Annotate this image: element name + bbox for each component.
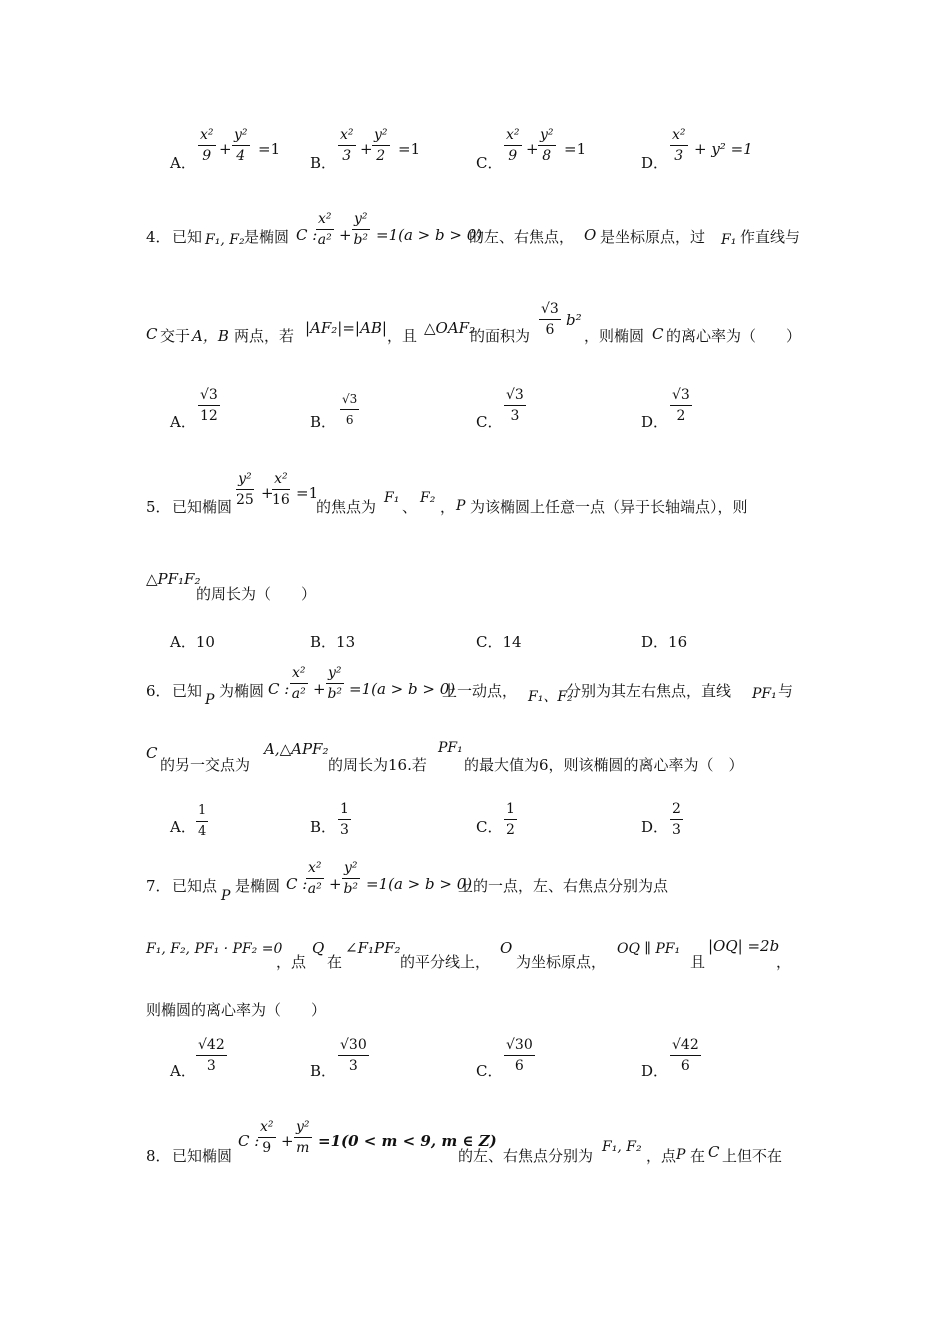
q3-option-c-frac1: $\frac{\text{x²}}{9}$	[506, 127, 520, 164]
q4-option-a-label: A．	[170, 413, 196, 431]
q7-abs: |OQ| =2b	[708, 937, 780, 955]
q4-option-b-frac: $\frac{√3}{6}$	[342, 392, 358, 427]
q7-line2-vectors: F₁, F₂, PF₁ · PF₂ =0	[146, 941, 283, 957]
q4-option-a-frac: $\frac{√3}{12}$	[200, 387, 218, 424]
q4-text-4: 是坐标原点，过	[600, 228, 706, 246]
q6-option-a-frac: $\frac{1}{4}$	[198, 803, 207, 839]
q6-foci: F₁、F₂	[528, 689, 573, 705]
q6-frac-y: $\frac{\text{y²}}{\text{b²}}$	[327, 665, 343, 702]
q5-line2-text: 的周长为（ ）	[196, 585, 317, 603]
q3-option-c-label: C．	[476, 154, 503, 172]
q3-option-a-rhs: =1	[258, 140, 281, 158]
q8-condition: =1(0 < m < 9, m ∈ Z)	[318, 1132, 497, 1150]
q4-line2-e: 的面积为	[470, 327, 531, 345]
q4-option-c-label: C．	[476, 413, 503, 431]
option-value: 10	[195, 633, 215, 651]
q6-frac-x: $\frac{\text{x²}}{\text{a²}}$	[291, 665, 306, 702]
q7-line2-f: ，	[776, 953, 792, 971]
q8-c: C	[708, 1143, 720, 1161]
q7-option-b-frac: $\frac{√30}{3}$	[340, 1037, 367, 1074]
q3-option-a-frac1: $\frac{\text{x²}}{9}$	[200, 127, 214, 164]
q8-p: P	[676, 1147, 686, 1163]
q7-option-a-label: A．	[170, 1062, 196, 1080]
q7-line2-e: 且	[690, 953, 706, 971]
q7-line2-a: ，点	[276, 953, 307, 971]
q4-frac-y: $\frac{\text{y²}}{\text{b²}}$	[353, 211, 369, 248]
q4-line2-a: 交于	[160, 327, 191, 345]
q8-frac-x: $\frac{\text{x²}}{9}$	[260, 1119, 274, 1156]
q7-frac-x: $\frac{\text{x²}}{\text{a²}}$	[307, 860, 322, 897]
q5-p: P	[456, 498, 466, 514]
q5-option-d	[641, 631, 687, 652]
q3-option-d-frac1: $\frac{\text{x²}}{3}$	[672, 127, 686, 164]
q7-option-a-frac: $\frac{√42}{3}$	[198, 1037, 225, 1074]
q7-angle: ∠F₁PF₂	[345, 939, 401, 957]
q7-parallel: OQ ∥ PF₁	[617, 941, 681, 957]
q7-frac-y: $\frac{\text{y²}}{\text{b²}}$	[343, 860, 359, 897]
option-label: B．	[310, 633, 337, 651]
q5-option-c	[476, 631, 522, 652]
q4-option-d-label: D．	[641, 413, 669, 431]
question-number: 7．	[146, 877, 171, 895]
q3-option-a-label: A．	[170, 154, 196, 172]
option-label: A．	[170, 633, 196, 651]
q3-option-a-frac2: $\frac{\text{y²}}{4}$	[234, 127, 248, 164]
q6-option-d-label: D．	[641, 818, 669, 836]
q7-text-3: 上的一点，左、右焦点分别为点	[458, 877, 669, 895]
q5-text-1: 已知椭圆	[172, 498, 233, 516]
q4-option-c-frac: $\frac{√3}{3}$	[506, 387, 524, 424]
q7-line2-c: 的平分线上，	[400, 953, 491, 971]
q4-triangle: △OAF₂	[424, 319, 476, 337]
q5-text-3: 、	[402, 498, 418, 516]
q3-option-b-frac1: $\frac{\text{x²}}{3}$	[340, 127, 354, 164]
q6-option-b-label: B．	[310, 818, 337, 836]
q6-line2-a: 的另一交点为	[160, 756, 251, 774]
q8-text-3: ，点	[646, 1147, 677, 1165]
plus-sign: +	[219, 140, 232, 158]
q5-frac-x: $\frac{\text{x²}}{16}$	[272, 471, 290, 508]
q5-frac-y: $\frac{\text{y²}}{25}$	[236, 471, 254, 508]
q4-line2-b: 两点，若	[234, 327, 295, 345]
q3-option-c-frac2: $\frac{\text{y²}}{8}$	[540, 127, 554, 164]
q7-line2-d: 为坐标原点，	[516, 953, 607, 971]
q4-option-d-frac: $\frac{√3}{2}$	[672, 387, 690, 424]
q4-text-5: 作直线与	[740, 228, 801, 246]
q7-line3: 则椭圆的离心率为（ ）	[146, 1001, 327, 1019]
q6-text-4: 分别为其左右焦点，直线	[566, 682, 732, 700]
q4-text-2: 是椭圆	[244, 228, 290, 246]
question-number: 5．	[146, 498, 171, 516]
plus-sign: +	[329, 875, 342, 893]
q8-ellipse-name: C :	[238, 1132, 260, 1150]
q7-option-c-label: C．	[476, 1062, 503, 1080]
q6-line2-pf1: PF₁	[438, 740, 463, 756]
option-label: D．	[641, 633, 669, 651]
q7-p: P	[221, 888, 231, 904]
q4-area-frac: $\frac{√3}{6}$	[541, 301, 559, 338]
q5-rhs: =1	[296, 484, 319, 502]
q7-option-d-frac: $\frac{√42}{6}$	[672, 1037, 699, 1074]
q4-line2-g: C	[652, 325, 664, 343]
q7-text-2: 是椭圆	[235, 877, 281, 895]
q7-option-d-label: D．	[641, 1062, 669, 1080]
q5-f1: F₁	[384, 490, 400, 506]
q5-text-4: ，	[440, 498, 456, 516]
q3-option-c-rhs: =1	[564, 140, 587, 158]
q5-triangle: △PF₁F₂	[146, 570, 201, 588]
q6-line2-c2: 的最大值为6，则该椭圆的离心率为（ ）	[464, 756, 744, 774]
q4-abs-equation: |AF₂|=|AB|	[305, 319, 387, 337]
plus-sign: +	[339, 226, 352, 244]
q6-text-2: 为椭圆	[219, 682, 265, 700]
q6-text-5: 与	[778, 682, 794, 700]
plus-sign: +	[313, 680, 326, 698]
q5-option-b	[310, 631, 355, 652]
q7-text-1: 已知点	[172, 877, 218, 895]
q3-option-b-rhs: =1	[398, 140, 421, 158]
q8-foci: F₁, F₂	[602, 1139, 642, 1155]
plus-sign: +	[526, 140, 539, 158]
q5-text-5: 为该椭圆上任意一点（异于长轴端点），则	[470, 498, 748, 516]
q4-line2-d: ，且	[387, 327, 418, 345]
q7-condition: =1(a > b > 0)	[366, 875, 473, 893]
q6-option-c-label: C．	[476, 818, 503, 836]
q4-line2-c: C	[146, 325, 158, 343]
q6-condition: =1(a > b > 0)	[349, 680, 456, 698]
q5-f2: F₂	[420, 490, 436, 506]
option-value: 13	[336, 633, 356, 651]
q4-line2-h: 的离心率为（ ）	[666, 327, 802, 345]
q6-p: P	[205, 692, 215, 708]
q3-option-d-tail: + y² =1	[694, 140, 753, 158]
q4-ellipse-name: C :	[296, 226, 318, 244]
q6-line2-tri: A,△APF₂	[264, 740, 329, 758]
q6-pf1: PF₁	[752, 686, 777, 702]
q6-option-d-frac: $\frac{2}{3}$	[672, 801, 681, 838]
q4-condition: =1(a > b > 0)	[376, 226, 483, 244]
q7-option-c-frac: $\frac{√30}{6}$	[506, 1037, 533, 1074]
q4-line2-points: A，B	[192, 327, 229, 345]
q6-text-1: 已知	[172, 682, 203, 700]
option-label: C．	[476, 633, 503, 651]
q8-text-5: 上但不在	[722, 1147, 783, 1165]
question-number: 4．	[146, 228, 171, 246]
q6-option-c-frac: $\frac{1}{2}$	[506, 801, 515, 838]
q5-option-a	[170, 631, 215, 652]
q4-f1: F₁	[721, 232, 737, 248]
plus-sign: +	[360, 140, 373, 158]
question-number: 8．	[146, 1147, 171, 1165]
q8-text-4: 在	[690, 1147, 706, 1165]
q3-option-b-frac2: $\frac{\text{y²}}{2}$	[374, 127, 388, 164]
q6-line2-b: 的周长为16.若	[328, 756, 427, 774]
q4-frac-x: $\frac{\text{x²}}{\text{a²}}$	[317, 211, 332, 248]
q4-option-b-label: B．	[310, 413, 337, 431]
q4-origin: O	[584, 226, 597, 244]
option-value: 14	[502, 633, 522, 651]
q4-foci: F₁, F₂	[205, 232, 245, 248]
q6-option-a-label: A．	[170, 818, 196, 836]
q8-text-2: 的左、右焦点分别为	[458, 1147, 594, 1165]
q7-line2-b: 在	[327, 953, 343, 971]
q7-q: Q	[312, 939, 325, 957]
plus-sign: +	[261, 484, 274, 502]
q4-b-squared: b²	[566, 311, 582, 329]
plus-sign: +	[281, 1132, 294, 1150]
q5-text-2: 的焦点为	[316, 498, 377, 516]
q6-option-b-frac: $\frac{1}{3}$	[340, 801, 349, 838]
q6-line2-c: C	[146, 744, 158, 762]
q8-frac-y: $\frac{\text{y²}}{m}$	[296, 1119, 310, 1156]
option-value: 16	[668, 633, 688, 651]
q3-option-d-label: D．	[641, 154, 669, 172]
q4-text-3: 的左、右焦点，	[469, 228, 575, 246]
q7-option-b-label: B．	[310, 1062, 337, 1080]
q6-ellipse-name: C :	[268, 680, 290, 698]
q3-option-b-label: B．	[310, 154, 337, 172]
q6-text-3: 上一动点，	[442, 682, 518, 700]
q8-text-1: 已知椭圆	[172, 1147, 233, 1165]
q7-origin: O	[500, 939, 513, 957]
q7-ellipse-name: C :	[286, 875, 308, 893]
question-number: 6．	[146, 682, 171, 700]
q4-line2-f: ，则椭圆	[584, 327, 645, 345]
q4-text-1: 已知	[172, 228, 203, 246]
